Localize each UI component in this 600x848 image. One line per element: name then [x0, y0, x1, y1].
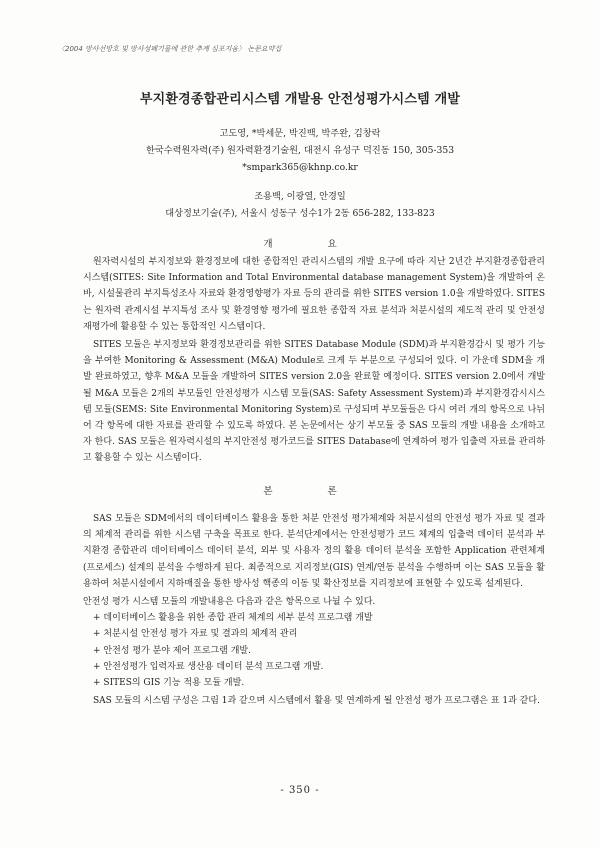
- author-block-2: [0, 188, 600, 222]
- body-paragraph-1: SAS 모듈은 SDM에서의 데이터베이스 활용을 통한 처분 안전성 평가체계와 처분시설의 안전성 평가 자료 및 결과의 체계적 관리를 위한 시스템 구축을 목표로 한다. 분석단계에서는 안전성평가 코드 체계의 입출력 데이터 분석과 부지환경 종합관리 데이터베이스 데이터 분석, 외부 및 사용자 정의 활용 데이터 분석을 포함한 Application 관련체계(프로세스) 설계의 분석을 수행하게 된다. 최종적으로 지리정보(GIS) 연계/연동 분석을 수행하며 이는 SAS 모듈을 활용하여 처분시설에서 지하매질을 통한 방사성 핵종의 이동 및 확산정보를 지리정보에 표현할 수 있도록 설계된다.: [83, 514, 545, 589]
- list-intro: 안전성 평가 시스템 모듈의 개발내용은 다음과 같은 항목으로 나뉠 수 있다.: [83, 597, 376, 607]
- author-affiliation: 대상정보기술(주), 서울시 성동구 성수1가 2동 656-282, 133-823: [165, 208, 435, 219]
- page-number: - 350 -: [280, 785, 320, 796]
- author-names: 조용백, 이광열, 안경일: [254, 191, 346, 202]
- list-item: + 처분시설 안전성 평가 자료 및 결과의 체계적 관리: [93, 629, 298, 640]
- running-header: 〈2004 방사선방호 및 방사성폐기물에 관한 추계 심포지움〉 논문요약집: [58, 45, 282, 53]
- abstract-paragraph-2: SITES 모듈은 부지정보와 환경정보관리를 위한 SITES Database Module (SDM)과 부지환경감시 및 평가 기능을 부여한 Monitoring & Assessment (M&A) Module로 크게 두 부분으로 구성되어 있다. 이 가운데 SDM을 개발 완료하였고, 향후 M&A 모듈을 개발하여 SITES version 2.0을 완료할 예정이다. SITES version 2.0에서 개발될 M&A 모듈은 2개의 부모듈인 안전성평가 시스템 모듈(SAS: Safety Assessment System)과 부지환경감시시스템 모듈(SEMS: Site Environmental Monitoring System)로 구성되며 부모듈들은 다시 여러 개의 항목으로 나뉘어 각 항목에 대한 자료를 관리할 수 있도록 하였다. 본 논문에서는 상기 부모듈 중 SAS 모듈의 개발 내용을 소개하고자 한다. SAS 모듈은 원자력시설의 부지안전성 평가코드를 SITES Database에 연계하여 평가 입출력 자료를 관리하고 활용할 수 있는 시스템이다.: [83, 340, 545, 464]
- list-item: + 안전성평가 입력자료 생산용 데이터 분석 프로그램 개발.: [93, 661, 324, 672]
- body-heading: [0, 483, 600, 497]
- list-item: + SITES의 GIS 기능 적용 모듈 개발.: [93, 678, 245, 689]
- development-items-list: [83, 594, 545, 691]
- list-item: + 안전성 평가 분야 제어 프로그램 개발.: [93, 645, 251, 656]
- author-affiliation: 한국수력원자력(주) 원자력환경기술원, 대전시 유성구 덕진동 150, 305-353: [145, 145, 455, 156]
- list-item: + 데이터베이스 활용을 위한 종합 관리 체계의 세부 분석 프로그램 개발: [93, 613, 373, 624]
- abstract-heading-text: 개 요: [263, 239, 363, 250]
- author-block-1: [0, 125, 600, 176]
- abstract-heading: [0, 236, 600, 250]
- paper-title: 부지환경종합관리시스템 개발용 안전성평가시스템 개발: [139, 92, 461, 107]
- abstract-paragraph-1: 원자력시설의 부지정보와 환경정보에 대한 종합적인 관리시스템의 개발 요구에 따라 지난 2년간 부지환경종합관리시스템(SITES: Site Information and Total Environmental database management System)을 개발하여 온 바, 시설물관리 부지특성조사 자료와 환경영향평가 자료 등의 관리를 위한 SITES version 1.0을 개발하였다. SITES는 원자력 관계시설 부지특성 조사 및 환경영향 평가에 필요한 종합적 자료 분석과 처분시설의 제도적 관리 및 안전성 재평가에 활용할 수 있는 통합적인 시스템이다.: [83, 257, 545, 332]
- body-paragraph-2: SAS 모듈의 시스템 구성은 그림 1과 같으며 시스템에서 활용 및 연계하게 될 안전성 평가 프로그램은 표 1과 같다.: [93, 696, 540, 706]
- body-heading-text: 본 론: [263, 486, 363, 497]
- author-names: 고도영, *박세문, 박진백, 박주완, 김창락: [219, 128, 381, 139]
- author-email: *smpark365@khnp.co.kr: [242, 162, 358, 173]
